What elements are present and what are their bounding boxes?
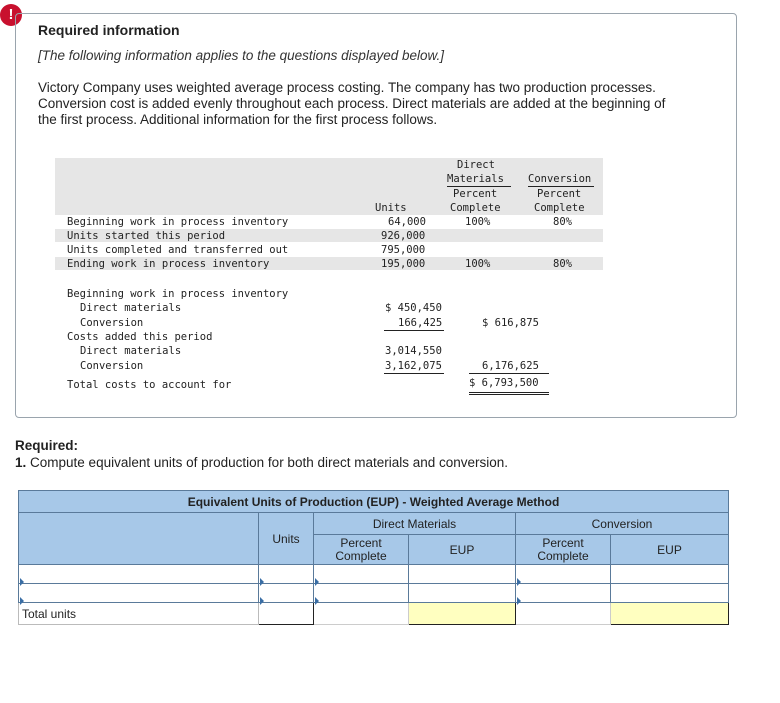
section-title: Required information (38, 22, 180, 38)
total-units-input[interactable] (259, 603, 314, 625)
row-2-conv-pct-input[interactable] (516, 584, 611, 603)
conv-col-header: Conversion (516, 513, 729, 535)
row-1-conv-eup-input[interactable] (611, 565, 729, 584)
units-col-header: Units (259, 513, 314, 565)
dropdown-caret-icon (20, 578, 24, 586)
conv-value: 166,425 (398, 317, 443, 329)
row-label: Ending work in process inventory (67, 258, 270, 270)
dropdown-caret-icon (260, 578, 264, 586)
question-number: 1. (15, 455, 27, 470)
total-label: Total costs to account for (67, 379, 232, 391)
dropdown-caret-icon (517, 578, 521, 586)
units-table-header-bg (55, 158, 603, 215)
row-1-dm-pct-input[interactable] (314, 565, 409, 584)
label-header (19, 513, 259, 565)
row-conv: 80% (553, 216, 572, 228)
conv-pct-header: Percent Complete (516, 535, 611, 565)
row-dm: 100% (465, 216, 491, 228)
dropdown-caret-icon (315, 578, 319, 586)
dropdown-caret-icon (315, 597, 319, 605)
problem-paragraph: Victory Company uses weighted average process costing. The company has two production processes. Conversion cost is added evenly throughout each process. Direct materials are added at the beginning of the first process. Additional information for the first process follows. (38, 80, 666, 127)
added-conv-label: Conversion (80, 360, 144, 372)
row-1-conv-pct-input[interactable] (516, 565, 611, 584)
conv-header-3: Complete (534, 202, 585, 214)
dm-header-3: Percent (453, 188, 498, 200)
row-units: 64,000 (388, 216, 426, 228)
row-dm: 100% (465, 258, 491, 270)
conv-header-1: Conversion (528, 173, 592, 185)
dm-label: Direct materials (80, 302, 182, 314)
conv-label: Conversion (80, 317, 144, 329)
required-label: Required: (15, 438, 79, 453)
row-2-conv-eup-input[interactable] (611, 584, 729, 603)
conv-header-2: Percent (537, 188, 582, 200)
question-1 (15, 455, 508, 470)
row-units: 795,000 (381, 244, 426, 256)
dm-header-4: Complete (450, 202, 501, 214)
dm-header-2: Materials (447, 173, 504, 185)
question-text: Compute equivalent units of production for both direct materials and conversion. (30, 455, 509, 470)
empty-cell (516, 603, 611, 625)
row-1-units-input[interactable] (259, 565, 314, 584)
row-2-units-input[interactable] (259, 584, 314, 603)
units-header: Units (375, 202, 407, 214)
total-value: $ 6,793,500 (469, 377, 539, 389)
eup-title: Equivalent Units of Production (EUP) - Weighted Average Method (19, 491, 729, 513)
dm-eup-header: EUP (409, 535, 516, 565)
row-label: Beginning work in process inventory (67, 216, 289, 228)
added-label: Costs added this period (67, 331, 213, 343)
alert-icon: ! (0, 4, 22, 26)
total-dm-eup-cell[interactable] (409, 603, 516, 625)
row-1-dm-eup-input[interactable] (409, 565, 516, 584)
row-units: 195,000 (381, 258, 426, 270)
dropdown-caret-icon (20, 597, 24, 605)
row-2-label-dropdown[interactable] (19, 584, 259, 603)
beg-wip-label: Beginning work in process inventory (67, 288, 289, 300)
beg-total: $ 616,875 (482, 317, 539, 329)
dm-header-1: Direct (457, 159, 495, 171)
added-dm-value: 3,014,550 (385, 345, 442, 357)
eup-table (18, 490, 729, 625)
added-conv-value: 3,162,075 (385, 360, 442, 372)
row-units: 926,000 (381, 230, 426, 242)
row-conv: 80% (553, 258, 572, 270)
info-note: [The following information applies to the questions displayed below.] (38, 48, 444, 63)
conv-eup-header: EUP (611, 535, 729, 565)
dm-pct-header: Percent Complete (314, 535, 409, 565)
row-label: Units started this period (67, 230, 226, 242)
dropdown-caret-icon (260, 597, 264, 605)
added-total: 6,176,625 (482, 360, 539, 372)
empty-cell (314, 603, 409, 625)
row-2-dm-eup-input[interactable] (409, 584, 516, 603)
added-dm-label: Direct materials (80, 345, 182, 357)
row-2-dm-pct-input[interactable] (314, 584, 409, 603)
total-units-label: Total units (19, 603, 259, 625)
dm-value: $ 450,450 (385, 302, 442, 314)
total-conv-eup-cell[interactable] (611, 603, 729, 625)
dm-col-header: Direct Materials (314, 513, 516, 535)
row-label: Units completed and transferred out (67, 244, 289, 256)
dropdown-caret-icon (517, 597, 521, 605)
row-1-label-dropdown[interactable] (19, 565, 259, 584)
